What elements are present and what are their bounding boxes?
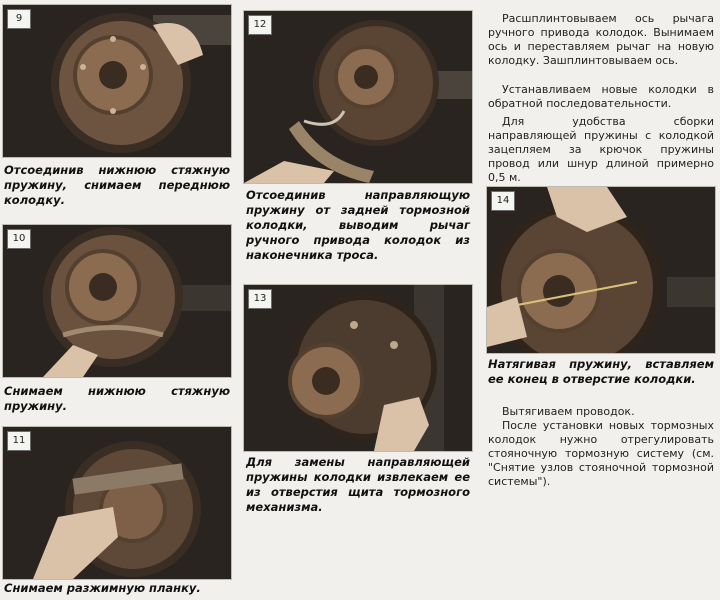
instruction-paragraph-3: Для удобства сборки направляющей пружины с колодкой зацепляем за крючок пружины провод или шнур длиной примерно 0,5 м. [488,115,714,184]
figure-13-number: 13 [248,289,272,309]
instruction-paragraph-4: Вытягиваем проводок. [502,405,635,418]
brake-assembly-illustration [487,187,715,353]
brake-assembly-illustration [244,11,472,183]
figure-10-number: 10 [7,229,31,249]
instruction-paragraph-5: После установки новых тормозных колодок нужно отрегулировать стояночную тормозную систему (см. "Снятие узлов стояночной тормозной системы"). [488,419,714,488]
figure-9-number: 9 [7,9,31,29]
figure-10-photo [2,224,232,378]
instruction-paragraph-1: Расшплинтовываем ось рычага ручного привода колодок. Вынимаем ось и переставляем рычаг на новую колодку. Зашплинтовываем ось. [488,12,714,67]
figure-12-photo [243,10,473,184]
figure-9-caption: Отсоединив нижнюю стяжную пружину, снимаем переднюю колодку. [4,163,230,207]
figure-11-number: 11 [7,431,31,451]
brake-assembly-illustration [244,285,472,451]
figure-12-number: 12 [248,15,272,35]
figure-13-photo [243,284,473,452]
figure-11-caption: Снимаем разжимную планку. [4,581,201,595]
figure-13-caption: Для замены направляющей пружины колодки извлекаем ее из отверстия щита тормозного механизма. [246,455,470,514]
figure-10-caption: Снимаем нижнюю стяжную пружину. [4,384,230,413]
brake-assembly-illustration [3,5,231,157]
instruction-paragraph-2: Устанавливаем новые колодки в обратной последовательности. [488,83,714,110]
figure-9-photo [2,4,232,158]
figure-14-number: 14 [491,191,515,211]
brake-assembly-illustration [3,225,231,377]
figure-14-photo [486,186,716,354]
figure-11-photo [2,426,232,580]
brake-assembly-illustration [3,427,231,579]
figure-14-caption: Натягивая пружину, вставляем ее конец в отверстие колодки. [488,357,714,386]
figure-12-caption: Отсоединив направляющую пружину от задней тормозной колодки, выводим рычаг ручного привода колодок из наконечника троса. [246,188,470,262]
